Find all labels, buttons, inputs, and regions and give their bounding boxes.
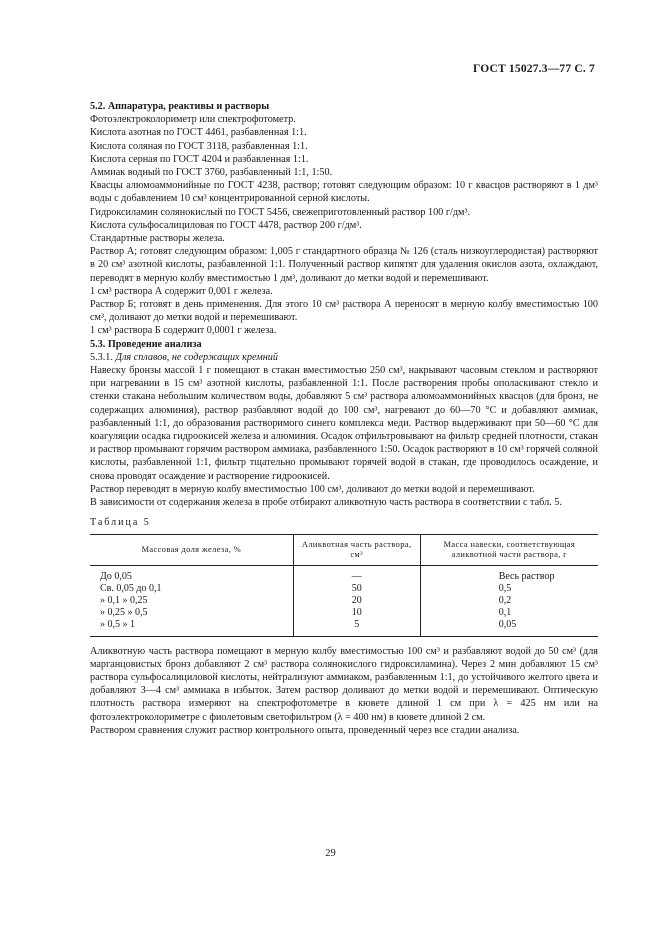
subsection-number: 5.3.1. xyxy=(90,351,113,363)
table-header-cell: Аликвотная часть раствора, см³ xyxy=(293,534,420,565)
analysis-paragraph: Навеску бронзы массой 1 г помещают в стакан вместимостью 250 см³, накрывают часовым стеклом и растворяют при нагревании в 15 см³ азотной кислоты, разбавленной 1:1. После растворения пробы ополаскивают стекло и стенки стакана небольшим количеством воды, добавляют 5 см³ раствора алюмоаммонийных квасцов (для бронз, не содержащих алюминия), раствор разбавляют водой до 100 см³, нагревают до 60—70 °С и добавляют аммиак, разбавленный 1:1, до образования растворимого синего комплекса меди. Раствор выдерживают при 50—60 °С для коагуляции осадка гидроокисей железа и алюминия. Осадок отфильтровывают на фильтр средней плотности, стакан и раствор промывают горячим раствором аммиака, разбавленного 1:50. Осадок растворяют в 10 см³ горячей соляной кислоты, разбавленной 1:1, фильтр тщательно промывают горячей водой в стакан, где проводилось осаждение, и снова проводят осаждение и растворение гидроокисей. xyxy=(90,365,598,482)
analysis-paragraph: В зависимости от содержания железа в пробе отбирают аликвотную часть раствора в соответствии с табл. 5. xyxy=(90,497,562,509)
apparatus-item: Кислота азотная по ГОСТ 4461, разбавленная 1:1. xyxy=(90,127,307,139)
table-row xyxy=(90,583,598,595)
apparatus-item: Стандартные растворы железа. xyxy=(90,233,225,245)
table-row xyxy=(90,595,598,607)
table-header-row xyxy=(90,534,598,565)
table-cell: 0,1 xyxy=(420,607,598,619)
table-cell: 50 xyxy=(293,583,420,595)
procedure-paragraph: Аликвотную часть раствора помещают в мерную колбу вместимостью 100 см³ и разбавляют водой до 50 см³ (для марганцовистых бронз добавляют 2 см³ раствора солянокислого гидроксиламина). Через 2 мин добавляют 15 см³ раствора сульфосалициловой кислоты, нейтрализуют аммиаком, разбавленным 1:1, до устойчивого желтого цвета и добавляют 3—4 см³ аммиака в избыток. Затем раствор доливают до метки водой и перемешивают. Оптическую плотность раствора измеряют на спектрофотометре в кювете длиной 1 см при λ = 425 нм или на фотоэлектроколориметре с фиолетовым светофильтром (λ = 400 нм) в кювете длиной 2 см. xyxy=(90,645,598,723)
apparatus-list xyxy=(90,113,598,337)
page-number: 29 xyxy=(325,848,336,859)
procedure-paragraph: Раствором сравнения служит раствор контрольного опыта, проведенный через все стадии анализа. xyxy=(90,724,520,736)
subsection-5-3-1-heading xyxy=(90,351,598,364)
table-cell: — xyxy=(293,565,420,583)
table-cell: До 0,05 xyxy=(100,570,132,582)
table-caption: Таблица 5 xyxy=(90,517,151,529)
table-cell: » 0,1 » 0,25 xyxy=(100,594,148,606)
table-row xyxy=(90,619,598,636)
table-cell: 10 xyxy=(293,607,420,619)
table-cell: 0,5 xyxy=(420,583,598,595)
apparatus-item: 1 см³ раствора А содержит 0,001 г железа. xyxy=(90,285,273,297)
document-body xyxy=(90,100,598,737)
table-cell: 20 xyxy=(293,595,420,607)
table-cell: » 0,25 » 0,5 xyxy=(100,607,148,619)
analysis-paragraph: Раствор переводят в мерную колбу вместимостью 100 см³, доливают до метки водой и перемешивают. xyxy=(90,483,535,495)
apparatus-item: Аммиак водный по ГОСТ 3760, разбавленный 1:1, 1:50. xyxy=(90,167,333,179)
section-5-2-title: 5.2. Аппаратура, реактивы и растворы xyxy=(90,101,270,112)
apparatus-item: Кислота серная по ГОСТ 4204 и разбавленная 1:1. xyxy=(90,153,309,165)
apparatus-item: Квасцы алюмоаммонийные по ГОСТ 4238, раствор; готовят следующим образом: 10 г квасцов растворяют в 1 дм³ воды с добавлением 10 см³ концентрированной серной кислоты. xyxy=(90,180,598,205)
apparatus-item: Раствор Б; готовят в день применения. Для этого 10 см³ раствора А переносят в мерную колбу вместимостью 100 см³, доливают до метки водой и перемешивают. xyxy=(90,299,598,324)
table-cell: » 0,5 » 1 xyxy=(90,619,293,636)
page-header: ГОСТ 15027.3—77 С. 7 xyxy=(472,63,595,75)
table-header-cell: Масса навески, соответствующая аликвотной части раствора, г xyxy=(420,534,598,565)
apparatus-item: 1 см³ раствора Б содержит 0,0001 г железа. xyxy=(90,325,277,337)
table-row xyxy=(90,565,598,583)
table-cell: 5 xyxy=(293,619,420,636)
spacer xyxy=(90,637,598,645)
subsection-title: Для сплавов, не содержащих кремний xyxy=(115,351,278,363)
section-5-3-title: 5.3. Проведение анализа xyxy=(90,338,202,350)
apparatus-item: Гидроксиламин солянокислый по ГОСТ 5456, свежеприготовленный раствор 100 г/дм³. xyxy=(90,206,471,218)
apparatus-item: Раствор А; готовят следующим образом: 1,005 г стандартного образца № 126 (сталь низкоуглеродистая) растворяют в 20 см³ азотной кислоты, разбавленной 1:1. Полученный раствор кипятят для удаления окислов азота, охлаждают, переводят в мерную колбу вместимостью 1 дм³, доливают до метки водой и перемешивают. xyxy=(90,246,598,284)
iron-content-table xyxy=(90,534,598,637)
apparatus-item: Кислота сульфосалициловая по ГОСТ 4478, раствор 200 г/дм³. xyxy=(90,219,362,231)
table-cell: Св. 0,05 до 0,1 xyxy=(100,582,162,594)
apparatus-item: Кислота соляная по ГОСТ 3118, разбавленная 1:1. xyxy=(90,140,308,152)
table-row xyxy=(90,607,598,619)
table-header-cell: Массовая доля железа, % xyxy=(90,534,293,565)
table-cell: Весь раствор xyxy=(420,565,598,583)
apparatus-item: Фотоэлектроколориметр или спектрофотометр. xyxy=(90,114,296,126)
table-cell: 0,2 xyxy=(420,595,598,607)
table-cell: 0,05 xyxy=(420,619,598,636)
